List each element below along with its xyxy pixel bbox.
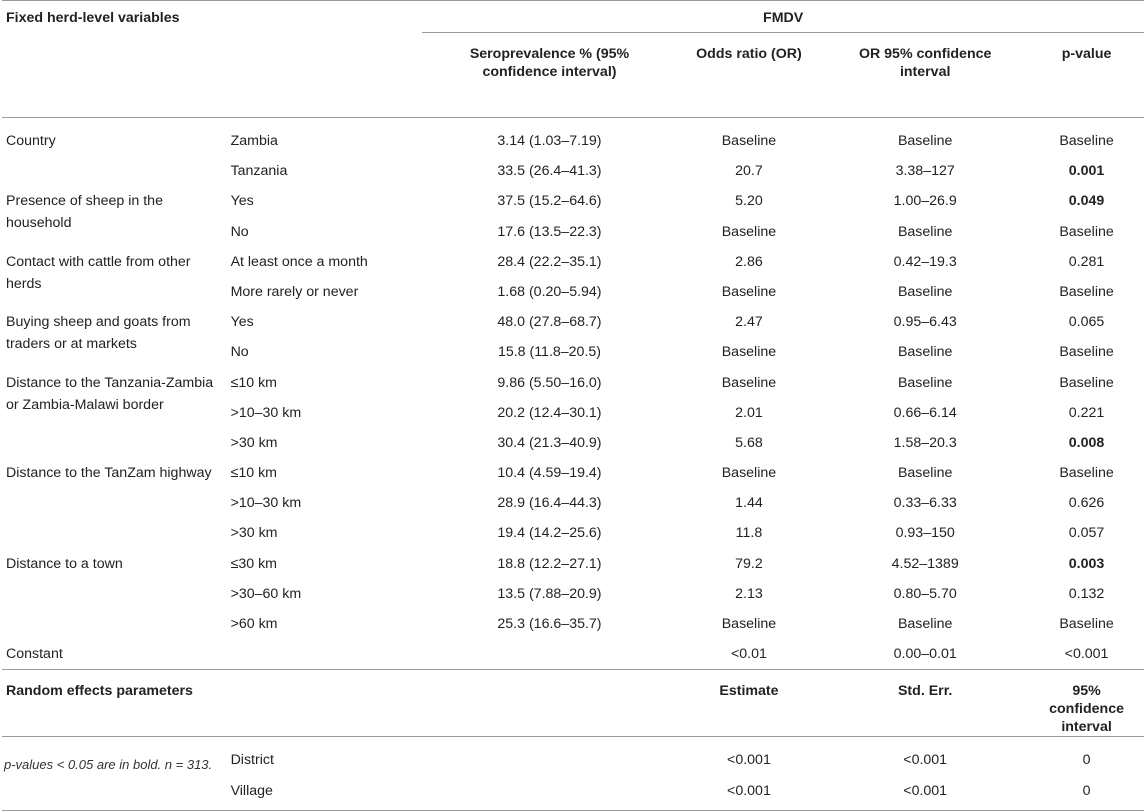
level-cell: ≤10 km — [230, 374, 277, 391]
empty-cell — [422, 737, 676, 776]
level-cell: Zambia — [230, 133, 278, 149]
odds-ratio-cell: 79.2 — [735, 555, 763, 572]
level-cell: No — [230, 223, 249, 240]
odds-ratio-cell: 5.20 — [735, 193, 763, 210]
level-cell: >10–30 km — [230, 495, 302, 512]
seroprevalence-cell: 13.5 (7.88–20.9) — [497, 585, 602, 602]
empty-cell — [230, 670, 423, 737]
header-fixed-variables: Fixed herd-level variables — [2, 1, 230, 33]
header-fmdv: FMDV — [422, 1, 1144, 33]
or-ci-cell: Baseline — [897, 465, 953, 482]
level-cell — [230, 639, 423, 670]
level-cell: ≤10 km — [230, 465, 277, 482]
variable-cell: Constant — [6, 646, 63, 663]
or-ci-cell: 1.00–26.9 — [893, 193, 957, 210]
results-table — [2, 0, 1144, 811]
header-or-ci: OR 95% confidence interval — [821, 33, 1029, 118]
or-ci-cell: 0.80–5.70 — [893, 585, 957, 602]
seroprevalence-cell: 28.9 (16.4–44.3) — [497, 495, 602, 512]
p-value-cell: 0.221 — [1068, 404, 1105, 421]
p-value-cell: Baseline — [1059, 465, 1114, 482]
level-cell: >30 km — [230, 525, 278, 542]
variable-cell: Contact with cattle from other herds — [6, 253, 191, 292]
seroprevalence-cell: 1.68 (0.20–5.94) — [497, 283, 602, 300]
seroprevalence-cell: 25.3 (16.6–35.7) — [497, 616, 602, 632]
or-ci-cell: 0.33–6.33 — [893, 495, 957, 512]
p-value-cell: 0.003 — [1068, 555, 1105, 572]
std-err-cell: <0.001 — [821, 776, 1029, 811]
header-estimate: Estimate — [677, 670, 822, 737]
seroprevalence-cell: 28.4 (22.2–35.1) — [497, 253, 602, 270]
level-cell: No — [230, 344, 249, 361]
level-cell: >60 km — [230, 616, 278, 632]
seroprevalence-cell: 37.5 (15.2–64.6) — [497, 193, 602, 210]
variable-cell: Distance to the TanZam highway — [6, 465, 212, 482]
odds-ratio-cell: 2.86 — [735, 253, 763, 270]
p-value-cell: 0.057 — [1068, 525, 1105, 542]
seroprevalence-cell: 3.14 (1.03–7.19) — [497, 133, 602, 149]
seroprevalence-cell: 30.4 (21.3–40.9) — [497, 434, 602, 451]
p-value-cell: Baseline — [1059, 223, 1114, 240]
odds-ratio-cell: 2.13 — [735, 585, 763, 602]
seroprevalence-cell: 15.8 (11.8–20.5) — [497, 344, 602, 361]
header-std-err: Std. Err. — [821, 670, 1029, 737]
p-value-cell: 0.001 — [1068, 163, 1105, 180]
empty-cell — [422, 670, 676, 737]
header-seroprevalence: Seroprevalence % (95% confidence interval) — [422, 33, 676, 118]
std-err-cell: <0.001 — [903, 752, 948, 769]
odds-ratio-cell: Baseline — [721, 616, 777, 632]
or-ci-cell: 0.00–0.01 — [893, 646, 957, 663]
seroprevalence-cell: 19.4 (14.2–25.6) — [497, 525, 602, 542]
random-effects-row — [2, 776, 1144, 811]
odds-ratio-cell: Baseline — [721, 133, 777, 149]
level-cell: Yes — [230, 193, 254, 210]
level-cell: Yes — [230, 314, 254, 331]
level-cell: ≤30 km — [230, 555, 277, 572]
odds-ratio-cell: 1.44 — [735, 495, 763, 512]
re-ci-cell: 0 — [1029, 776, 1144, 811]
p-value-cell: 0.065 — [1068, 314, 1105, 331]
estimate-cell: <0.001 — [677, 776, 822, 811]
table-row — [2, 118, 1144, 157]
variable-cell: Presence of sheep in the household — [6, 193, 163, 232]
or-ci-cell: Baseline — [897, 616, 953, 632]
table-row — [2, 186, 1144, 216]
p-value-cell: Baseline — [1059, 133, 1114, 149]
or-ci-cell: 0.93–150 — [895, 525, 955, 542]
or-ci-cell: Baseline — [897, 223, 953, 240]
header-row-2 — [2, 33, 1144, 118]
or-ci-cell: Baseline — [897, 374, 953, 391]
or-ci-cell: 0.95–6.43 — [893, 314, 957, 331]
random-effects-header-row — [2, 670, 1144, 737]
or-ci-cell: Baseline — [897, 283, 953, 300]
odds-ratio-cell: 20.7 — [735, 163, 763, 180]
empty-cell — [422, 776, 676, 811]
level-cell: Tanzania — [230, 163, 288, 180]
odds-ratio-cell: Baseline — [721, 223, 777, 240]
table-row — [2, 368, 1144, 398]
p-value-cell: 0.049 — [1068, 193, 1105, 210]
p-value-cell: 0.281 — [1068, 253, 1105, 270]
p-value-cell: <0.001 — [1064, 646, 1109, 663]
p-value-cell: 0.008 — [1068, 434, 1105, 451]
seroprevalence-cell: 17.6 (13.5–22.3) — [497, 223, 602, 240]
seroprevalence-cell: 10.4 (4.59–19.4) — [497, 465, 602, 482]
empty-cell — [2, 776, 230, 811]
variable-cell: Country — [6, 133, 56, 149]
p-value-cell: Baseline — [1059, 616, 1114, 632]
table-row — [2, 549, 1144, 579]
header-odds-ratio: Odds ratio (OR) — [677, 33, 822, 118]
seroprevalence-cell: 20.2 (12.4–30.1) — [497, 404, 602, 421]
table-row — [2, 639, 1144, 670]
odds-ratio-cell: 2.01 — [735, 404, 763, 421]
random-level-cell: District — [230, 752, 274, 769]
p-value-cell: Baseline — [1059, 344, 1114, 361]
p-value-cell: Baseline — [1059, 283, 1114, 300]
seroprevalence-cell: 9.86 (5.50–16.0) — [497, 374, 602, 391]
table-footnote: p-values < 0.05 are in bold. n = 313. — [4, 757, 213, 772]
seroprevalence-cell: 18.8 (12.2–27.1) — [497, 555, 602, 572]
odds-ratio-cell: Baseline — [721, 283, 777, 300]
odds-ratio-cell: 5.68 — [735, 434, 763, 451]
level-cell: >30 km — [230, 434, 278, 451]
header-row-1 — [2, 1, 1144, 33]
level-cell: At least once a month — [230, 253, 368, 270]
p-value-cell: 0.626 — [1068, 495, 1105, 512]
table-row — [2, 307, 1144, 337]
or-ci-cell: Baseline — [897, 344, 953, 361]
level-cell: >10–30 km — [230, 404, 302, 421]
level-cell: More rarely or never — [230, 283, 359, 300]
seroprevalence-cell — [422, 639, 676, 670]
seroprevalence-cell: 33.5 (26.4–41.3) — [497, 163, 602, 180]
odds-ratio-cell: Baseline — [721, 465, 777, 482]
header-p-value: p-value — [1029, 33, 1144, 118]
table-row — [2, 458, 1144, 488]
header-re-ci: 95% confidence interval — [1029, 670, 1144, 737]
variable-cell: Distance to the Tanzania-Zambia or Zambia-Malawi border — [6, 374, 214, 413]
odds-ratio-cell: <0.01 — [730, 646, 767, 663]
estimate-cell: <0.001 — [727, 752, 771, 769]
odds-ratio-cell: Baseline — [721, 344, 777, 361]
or-ci-cell: 0.66–6.14 — [893, 404, 957, 421]
or-ci-cell: Baseline — [897, 133, 953, 149]
table-row — [2, 247, 1144, 277]
p-value-cell: Baseline — [1059, 374, 1114, 391]
odds-ratio-cell: Baseline — [721, 374, 777, 391]
or-ci-cell: 3.38–127 — [895, 163, 955, 180]
level-cell: >30–60 km — [230, 585, 302, 602]
or-ci-cell: 4.52–1389 — [891, 555, 959, 572]
or-ci-cell: 0.42–19.3 — [893, 253, 957, 270]
or-ci-cell: 1.58–20.3 — [893, 434, 957, 451]
odds-ratio-cell: 11.8 — [735, 525, 763, 542]
seroprevalence-cell: 48.0 (27.8–68.7) — [497, 314, 602, 331]
variable-cell: Buying sheep and goats from traders or at markets — [6, 314, 191, 353]
p-value-cell: 0.132 — [1068, 585, 1105, 602]
random-level-cell: Village — [230, 776, 423, 811]
header-random-effects: Random effects parameters — [2, 670, 230, 737]
odds-ratio-cell: 2.47 — [735, 314, 763, 331]
variable-cell: Distance to a town — [6, 555, 123, 572]
re-ci-cell: 0 — [1082, 752, 1091, 769]
